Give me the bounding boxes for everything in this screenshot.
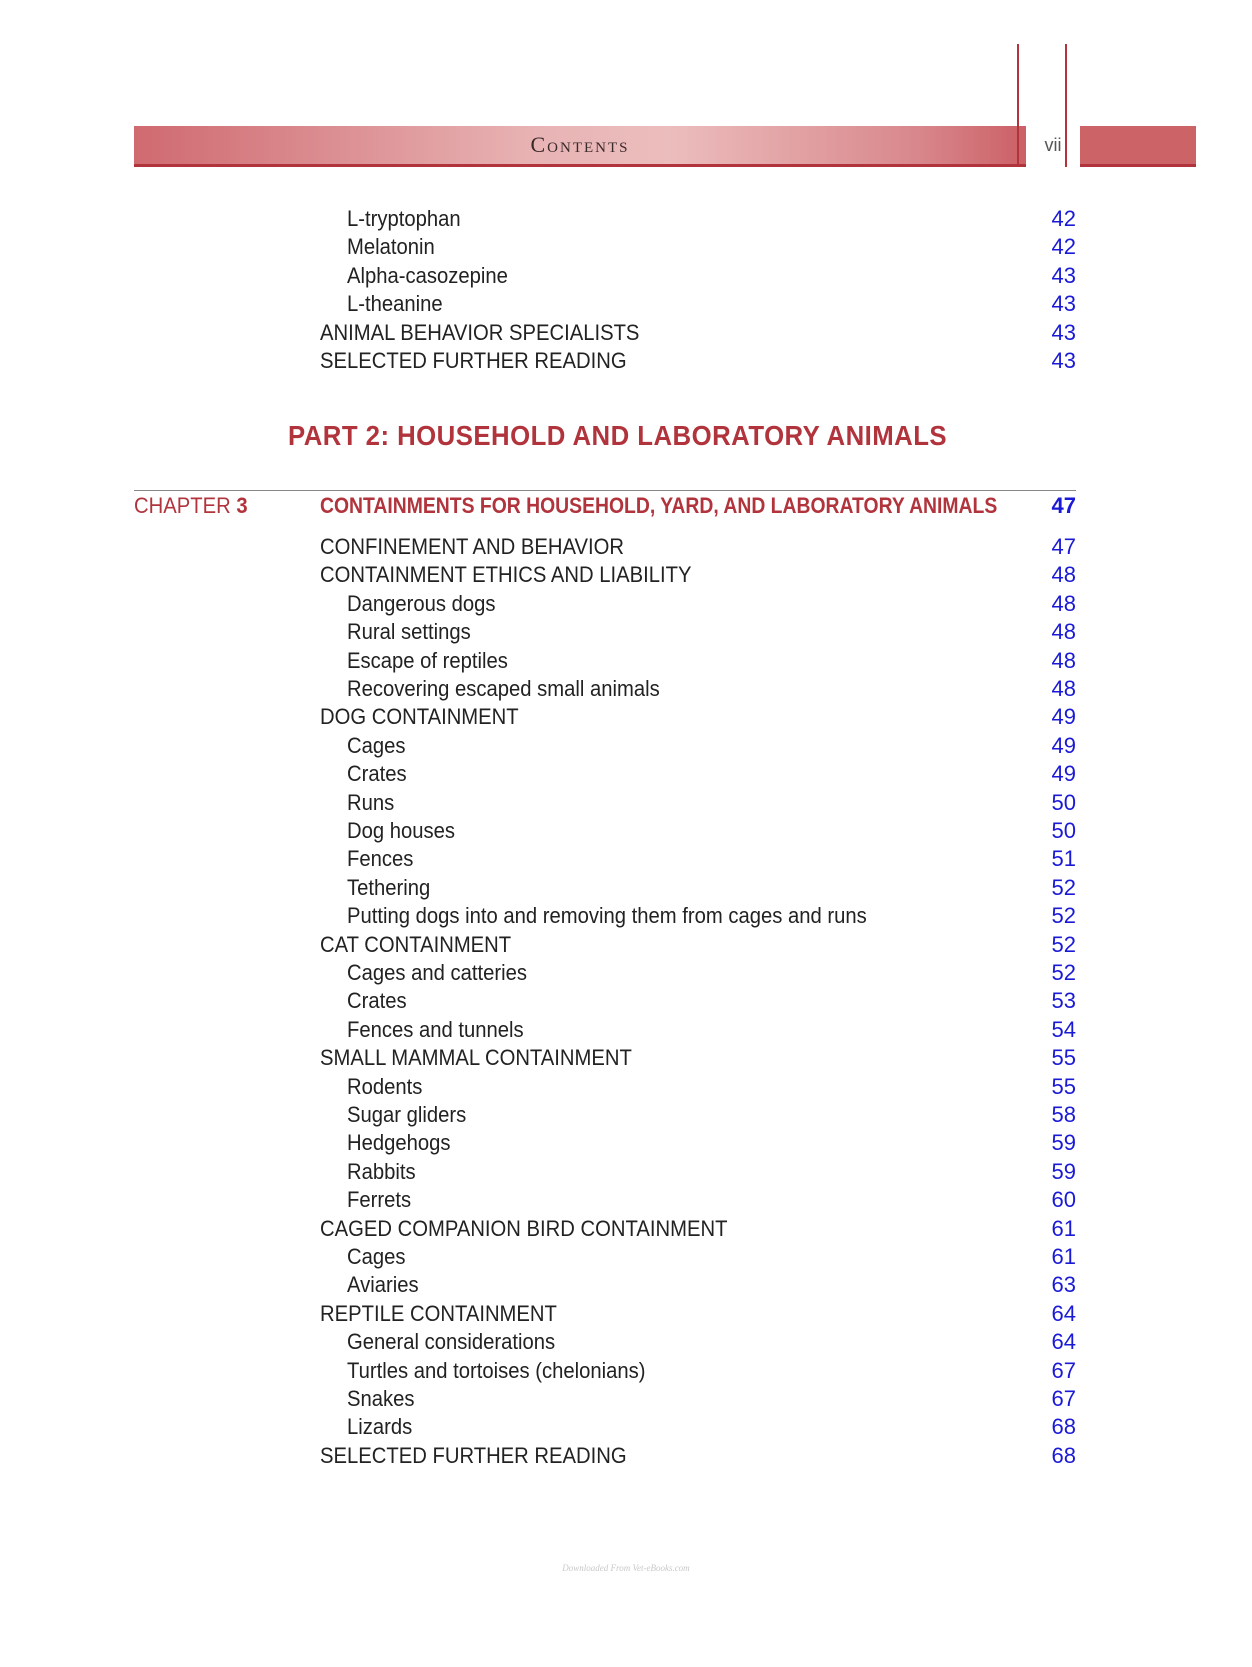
toc-entry-title[interactable]: Rabbits [347,1158,416,1184]
toc-entry-title[interactable]: Dangerous dogs [347,590,496,616]
toc-entry-page-link[interactable]: 58 [1051,1102,1076,1127]
toc-entry-title[interactable]: DOG CONTAINMENT [320,704,519,730]
toc-entry[interactable] [0,902,1252,930]
toc-entry[interactable] [0,533,1252,561]
toc-entry[interactable] [0,987,1252,1015]
toc-entry-page-link[interactable]: 48 [1051,590,1076,616]
toc-entry-page-link[interactable]: 50 [1051,818,1076,843]
toc-entry-page-link[interactable]: 50 [1051,789,1076,815]
toc-entry-title[interactable]: Fences [347,846,414,872]
toc-entry-page-link[interactable]: 48 [1051,619,1076,645]
toc-entry-title[interactable]: ANIMAL BEHAVIOR SPECIALISTS [320,319,640,345]
toc-entry[interactable] [0,205,1252,233]
toc-entry-title[interactable]: SELECTED FURTHER READING [320,1442,627,1468]
toc-entry[interactable] [0,1357,1252,1385]
toc-entry-page-link[interactable]: 48 [1051,676,1076,701]
toc-entry[interactable] [0,1158,1252,1186]
toc-entry[interactable] [0,561,1252,589]
toc-entry-page-link[interactable]: 67 [1051,1357,1076,1383]
toc-entry-title[interactable]: Tethering [347,874,431,900]
toc-entry-page-link[interactable]: 64 [1051,1300,1076,1326]
toc-entry-title[interactable]: SELECTED FURTHER READING [320,348,627,373]
toc-entry[interactable] [0,1101,1252,1129]
toc-entry[interactable] [0,233,1252,261]
toc-entry-page-link[interactable]: 63 [1051,1272,1076,1298]
toc-entry[interactable] [0,1186,1252,1214]
toc-entry[interactable] [0,1073,1252,1101]
toc-entry-title[interactable]: Hedgehogs [347,1130,451,1156]
toc-entry-page-link[interactable]: 54 [1051,1016,1076,1042]
toc-entry-page-link[interactable]: 52 [1051,874,1076,900]
toc-entry-title[interactable]: Cages [347,1244,406,1269]
running-header-bar-right [1080,126,1196,167]
toc-entry[interactable] [0,789,1252,817]
toc-entry[interactable] [0,1385,1252,1413]
page-number: vii [1044,134,1062,155]
toc-entry-title[interactable]: Cages [347,732,406,758]
toc-entry-page-link[interactable]: 59 [1051,1130,1076,1156]
toc-entry-title[interactable]: Sugar gliders [347,1102,467,1127]
footer-watermark: Downloaded From Vet-eBooks.com [562,1563,690,1573]
toc-entry-title[interactable]: L-theanine [347,291,443,317]
toc-entry[interactable] [0,262,1252,290]
chapter-number: 3 [236,493,248,518]
toc-entry-page-link[interactable]: 55 [1051,1073,1076,1099]
toc-entry-page-link[interactable]: 52 [1051,931,1076,957]
toc-entry-page-link[interactable]: 48 [1051,562,1076,588]
toc-entry[interactable] [0,1215,1252,1243]
toc-entry[interactable] [0,1442,1252,1470]
toc-entry-title[interactable]: Crates [347,988,407,1014]
toc-entry-title[interactable]: Dog houses [347,818,456,843]
toc-entry-title[interactable]: Escape of reptiles [347,647,508,673]
toc-entry-page-link[interactable]: 68 [1051,1442,1076,1468]
chapter-page-link[interactable]: 47 [1051,493,1076,518]
toc-entry[interactable] [0,845,1252,873]
toc-entry[interactable] [0,675,1252,703]
toc-entry-title[interactable]: Recovering escaped small animals [347,676,660,701]
toc-entry-page-link[interactable]: 52 [1051,903,1076,929]
toc-entry[interactable] [0,959,1252,987]
toc-entry-page-link[interactable]: 48 [1051,647,1076,673]
toc-entry-title[interactable]: Putting dogs into and removing them from cages and runs [347,903,867,929]
toc-entry-page-link[interactable]: 43 [1051,348,1076,373]
toc-entry-title[interactable]: Melatonin [347,234,435,260]
toc-entry-title[interactable]: Rural settings [347,619,471,645]
toc-entry-page-link[interactable]: 43 [1051,262,1076,288]
toc-entry[interactable] [0,1129,1252,1157]
toc-entry[interactable] [0,1016,1252,1044]
chapter-label-text: CHAPTER [134,493,231,518]
toc-entry[interactable] [0,1044,1252,1072]
toc-entry-page-link[interactable]: 42 [1051,206,1076,231]
toc-entry-page-link[interactable]: 47 [1051,534,1076,559]
toc-entry[interactable] [0,931,1252,959]
toc-entry-page-link[interactable]: 42 [1051,234,1076,260]
toc-entry-page-link[interactable]: 61 [1051,1215,1076,1241]
toc-entry-page-link[interactable]: 52 [1051,960,1076,985]
chapter-title[interactable]: CONTAINMENTS FOR HOUSEHOLD, YARD, AND LABORATORY ANIMALS [320,493,998,518]
toc-entry-page-link[interactable]: 67 [1051,1386,1076,1411]
toc-entry-title[interactable]: Ferrets [347,1187,412,1213]
toc-entry[interactable] [0,1243,1252,1271]
toc-entry-page-link[interactable]: 68 [1051,1414,1076,1440]
toc-entry[interactable] [0,760,1252,788]
toc-entry-page-link[interactable]: 49 [1051,761,1076,787]
chapter-divider [134,490,1076,491]
toc-entry-title[interactable]: L-tryptophan [347,206,461,231]
toc-entry-page-link[interactable]: 61 [1051,1244,1076,1269]
toc-entry[interactable] [0,319,1252,347]
toc-entry-page-link[interactable]: 49 [1051,732,1076,758]
running-header-title: Contents [530,132,630,157]
toc-entry-title[interactable]: Crates [347,761,407,787]
toc-entry-title[interactable]: CAGED COMPANION BIRD CONTAINMENT [320,1215,728,1241]
toc-entry-title[interactable]: CONTAINMENT ETHICS AND LIABILITY [320,562,692,588]
toc-entry-page-link[interactable]: 43 [1051,319,1076,345]
toc-entry-title[interactable]: Fences and tunnels [347,1016,524,1042]
toc-entry[interactable] [0,1413,1252,1441]
toc-entry-page-link[interactable]: 49 [1051,704,1076,730]
toc-entry-page-link[interactable]: 51 [1051,846,1076,872]
toc-entry-page-link[interactable]: 64 [1051,1329,1076,1355]
part-heading: PART 2: HOUSEHOLD AND LABORATORY ANIMALS [288,420,948,451]
toc-entry-title[interactable]: CONFINEMENT AND BEHAVIOR [320,534,625,559]
toc-entry-title[interactable]: Snakes [347,1386,415,1411]
toc-entry-title[interactable]: Cages and catteries [347,960,528,985]
toc-entry-title[interactable]: Aviaries [347,1272,419,1298]
toc-entry[interactable] [0,290,1252,318]
toc-entry[interactable] [0,1271,1252,1299]
toc-entry-title[interactable]: General considerations [347,1329,556,1355]
toc-entry-page-link[interactable]: 60 [1051,1187,1076,1213]
toc-entry-title[interactable]: Rodents [347,1073,423,1099]
toc-entry[interactable] [0,732,1252,760]
toc-entry[interactable] [0,347,1252,375]
toc-entry-title[interactable]: Runs [347,789,395,815]
toc-entry-page-link[interactable]: 43 [1051,291,1076,317]
toc-entry-title[interactable]: Lizards [347,1414,413,1440]
toc-entry[interactable] [0,618,1252,646]
toc-entry[interactable] [0,817,1252,845]
toc-entry-title[interactable]: Alpha-casozepine [347,262,508,288]
toc-entry-page-link[interactable]: 55 [1051,1045,1076,1071]
toc-entry[interactable] [0,1300,1252,1328]
toc-entry-title[interactable]: SMALL MAMMAL CONTAINMENT [320,1045,632,1071]
toc-entry-page-link[interactable]: 59 [1051,1158,1076,1184]
toc-entry[interactable] [0,703,1252,731]
toc-entry[interactable] [0,1328,1252,1356]
toc-entry-title[interactable]: CAT CONTAINMENT [320,931,512,957]
chapter-label [134,493,248,519]
toc-entry[interactable] [0,647,1252,675]
toc-entry-title[interactable]: Turtles and tortoises (chelonians) [347,1357,646,1383]
toc-entry[interactable] [0,590,1252,618]
toc-entry-title[interactable]: REPTILE CONTAINMENT [320,1300,557,1326]
toc-entry[interactable] [0,874,1252,902]
toc-entry-page-link[interactable]: 53 [1051,988,1076,1014]
